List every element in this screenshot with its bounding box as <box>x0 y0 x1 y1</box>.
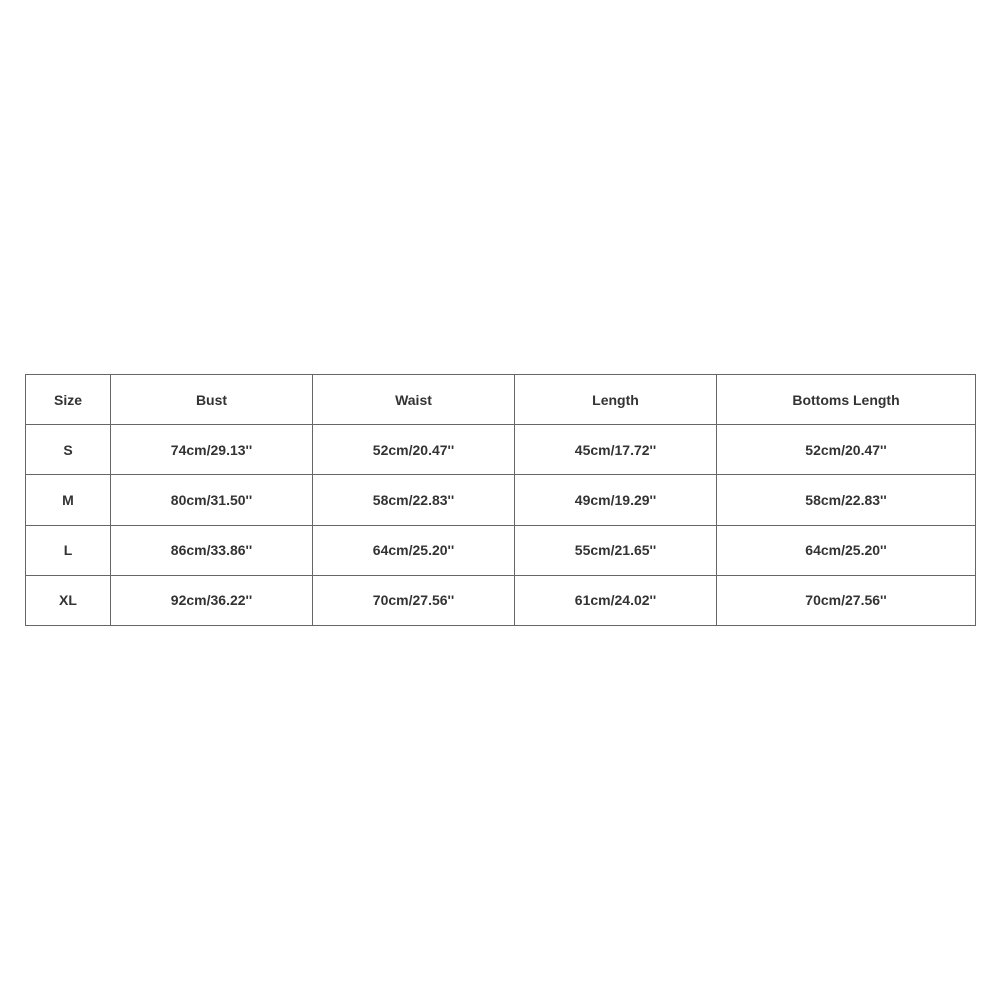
cell-length: 61cm/24.02'' <box>515 575 717 625</box>
cell-bust: 80cm/31.50'' <box>111 475 313 525</box>
cell-size: S <box>26 425 111 475</box>
cell-bust: 92cm/36.22'' <box>111 575 313 625</box>
cell-bottoms-length: 64cm/25.20'' <box>717 525 976 575</box>
table-row <box>26 475 976 525</box>
cell-waist: 64cm/25.20'' <box>313 525 515 575</box>
cell-bust: 86cm/33.86'' <box>111 525 313 575</box>
cell-length: 55cm/21.65'' <box>515 525 717 575</box>
cell-bottoms-length: 70cm/27.56'' <box>717 575 976 625</box>
header-size: Size <box>26 375 111 425</box>
cell-waist: 52cm/20.47'' <box>313 425 515 475</box>
size-chart-table <box>25 374 976 626</box>
header-waist: Waist <box>313 375 515 425</box>
cell-size: M <box>26 475 111 525</box>
header-bottoms-length: Bottoms Length <box>717 375 976 425</box>
header-length: Length <box>515 375 717 425</box>
cell-waist: 70cm/27.56'' <box>313 575 515 625</box>
cell-bust: 74cm/29.13'' <box>111 425 313 475</box>
table-header-row <box>26 375 976 425</box>
header-bust: Bust <box>111 375 313 425</box>
cell-bottoms-length: 58cm/22.83'' <box>717 475 976 525</box>
cell-size: L <box>26 525 111 575</box>
cell-bottoms-length: 52cm/20.47'' <box>717 425 976 475</box>
table-row <box>26 575 976 625</box>
cell-length: 45cm/17.72'' <box>515 425 717 475</box>
cell-waist: 58cm/22.83'' <box>313 475 515 525</box>
table-row <box>26 425 976 475</box>
cell-size: XL <box>26 575 111 625</box>
cell-length: 49cm/19.29'' <box>515 475 717 525</box>
table-row <box>26 525 976 575</box>
